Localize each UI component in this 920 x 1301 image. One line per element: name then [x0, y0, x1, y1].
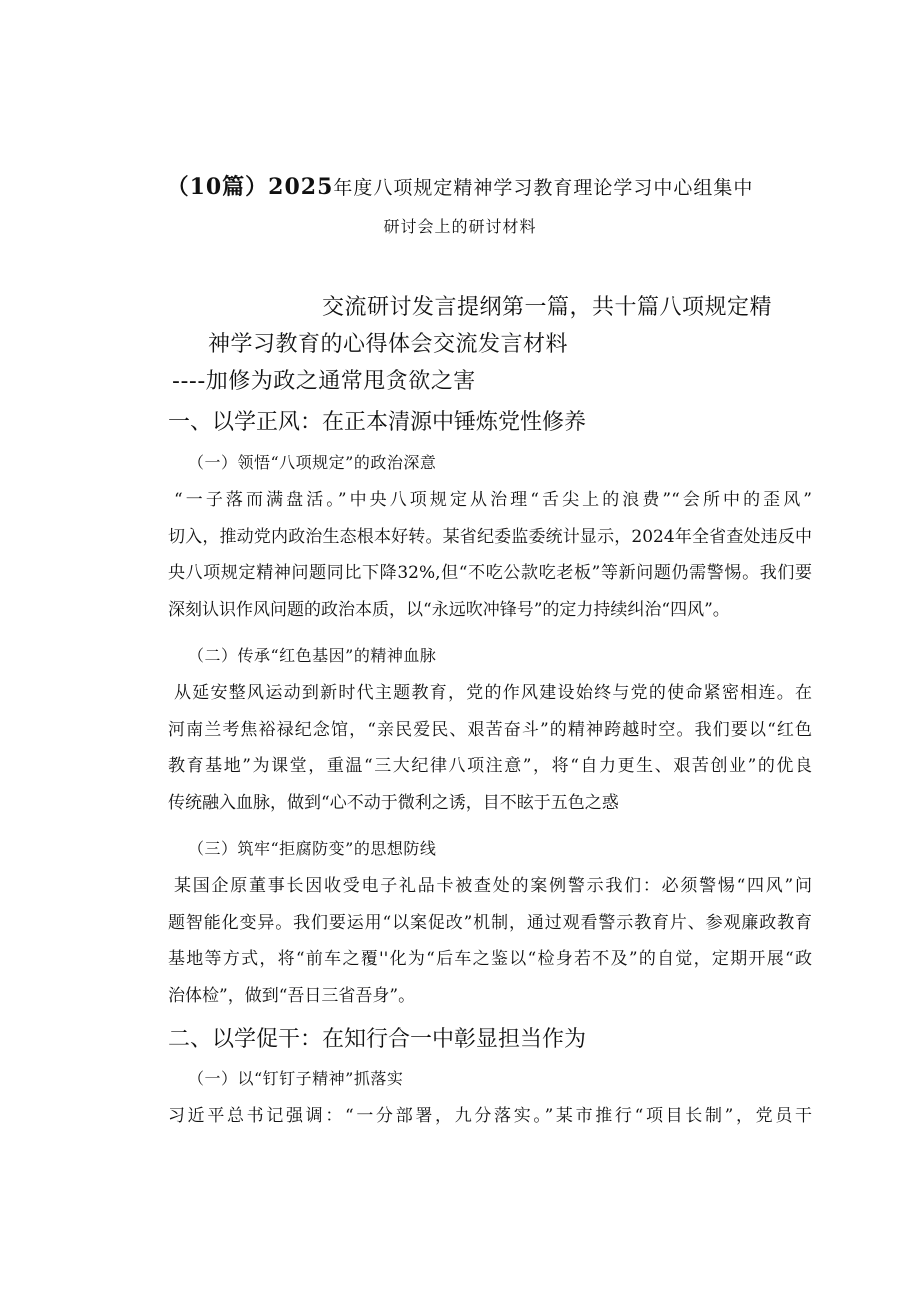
document-title-line2: 研讨会上的研讨材料: [383, 217, 537, 236]
paragraph-line: 题智能化变异。我们要运用“以案促改”机制，通过观看警示教育片、参观廉政教育: [168, 912, 812, 933]
paragraph-line: 教育基地”为课堂，重温“三大纪律八项注意”，将“自力更生、艰苦创业”的优良: [168, 756, 812, 776]
paragraph-line: 深刻认识作风问题的政治本质，以“永远吹冲锋号”的定力持续纠治“四风”。: [168, 599, 730, 620]
document-title: [0, 170, 920, 201]
section-1-item-1-heading: （一）领悟“八项规定”的政治深意: [188, 453, 437, 472]
subtitle-line-1: 交流研讨发言提纲第一篇，共十篇八项规定精: [322, 295, 773, 320]
paragraph-line: 传统融入血脉，做到“心不动于微利之诱，目不眩于五色之惑: [168, 792, 619, 813]
paragraph-line: 某国企原董事长因收受电子礼品卡被查处的案例警示我们：必须警惕“四风”问: [174, 876, 812, 896]
paragraph-line: 河南兰考焦裕禄纪念馆，“亲民爱民、艰苦奋斗”的精神跨越时空。我们要以“红色: [168, 719, 812, 740]
title-rest: 年度八项规定精神学习教育理论学习中心组集中: [333, 177, 754, 199]
subtitle-line-3: ----加修为政之通常甩贪欲之害: [172, 369, 476, 394]
paragraph-line: 从延安整风运动到新时代主题教育，党的作风建设始终与党的使命紧密相连。在: [174, 683, 812, 703]
section-2-item-1-heading: （一）以“钉钉子精神”抓落实: [188, 1069, 404, 1088]
paragraph-line: 央八项规定精神问题同比下降32%,但“不吃公款吃老板”等新问题仍需警惕。我们要: [168, 563, 812, 583]
paragraph-line: 切入，推动党内政治生态根本好转。某省纪委监委统计显示，2024年全省查处违反中: [168, 526, 812, 547]
section-1-item-3-heading: （三）筑牢“拒腐防变”的思想防线: [188, 839, 437, 858]
title-bold-prefix: （10篇）2025: [166, 174, 334, 200]
paragraph-line: 基地等方式，将“前车之覆''化为“后车之鉴以“检身若不及”的自觉，定期开展“政: [168, 949, 812, 969]
section-1-heading: 一、以学正风：在正本清源中锤炼党性修养: [168, 410, 587, 435]
subtitle-line-2: 神学习教育的心得体会交流发言材料: [208, 332, 569, 357]
section-1-item-3-paragraph: [168, 868, 812, 1014]
section-1-item-1-paragraph: [168, 482, 812, 628]
section-1-item-2-heading: （二）传承“红色基因”的精神血脉: [188, 646, 437, 665]
section-1-item-2-paragraph: [168, 675, 812, 821]
paragraph-line: “一子落而满盘活。”中央八项规定从治理“舌尖上的浪费”“会所中的歪风”: [174, 490, 812, 510]
paragraph-line: 治体检”，做到“吾日三省吾身”。: [168, 985, 416, 1006]
paragraph-line: 习近平总书记强调：“一分部署，九分落实。”某市推行“项目长制”，党员干: [168, 1106, 812, 1126]
section-2-item-1-paragraph: [168, 1098, 812, 1135]
section-2-heading: 二、以学促干：在知行合一中彰显担当作为: [168, 1027, 587, 1052]
